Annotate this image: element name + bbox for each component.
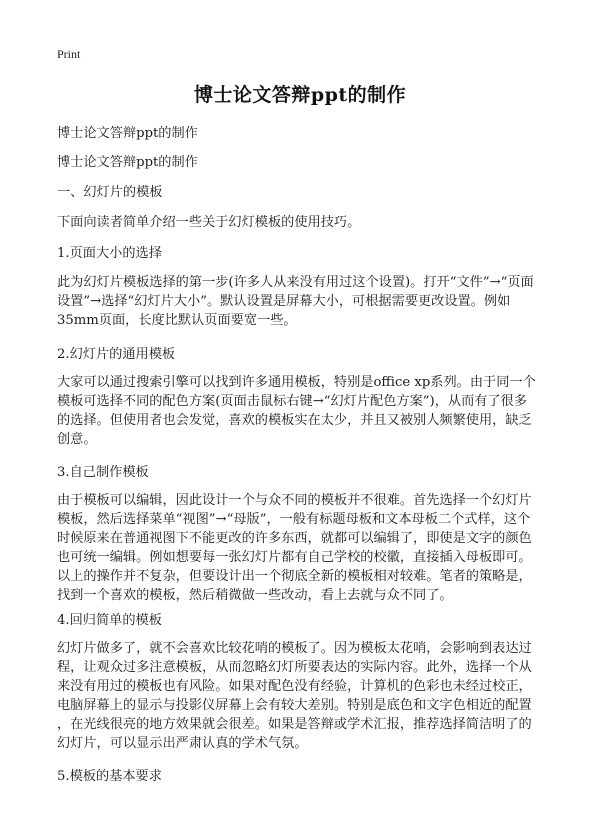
page-title: 博士论文答辩ppt的制作 xyxy=(193,84,407,106)
paragraph-line: 来没有用过的模板也有风险。如果对配色没有经验，计算机的色彩也未经过校正， xyxy=(57,679,532,694)
intro-paragraph: 下面向读者简单介绍一些关于幻灯模板的使用技巧。 xyxy=(57,215,361,230)
paragraph-line: 以上的操作并不复杂，但要设计出一个彻底全新的模板相对较难。笔者的策略是， xyxy=(57,569,532,584)
paragraph-line: 35mm页面，长度比默认页面要宽一些。 xyxy=(57,313,297,328)
paragraph-page-size xyxy=(57,273,545,330)
section-heading-templates: 一、幻灯片的模板 xyxy=(57,185,163,200)
paragraph-general-templates xyxy=(57,373,545,449)
paragraph-line: 找到一个喜欢的模板，然后稍微做一些改动，看上去就与众不同了。 xyxy=(57,588,453,603)
print-link[interactable]: Print xyxy=(57,47,81,61)
paragraph-line: 电脑屏幕上的显示与投影仪屏幕上会有较大差别。特别是底色和文字色相近的配置 xyxy=(57,698,532,713)
subtitle-line-2: 博士论文答辩ppt的制作 xyxy=(57,155,198,170)
paragraph-line: 模板，然后选择菜单“视图”→“母版”，一般有标题母板和文本母板二个式样，这个 xyxy=(57,512,531,527)
paragraph-line: 时候原来在普通视图下不能更改的许多东西，就都可以编辑了，即使是文字的颜色 xyxy=(57,531,532,546)
paragraph-line: ，在光线很亮的地方效果就会很差。如果是答辩或学术汇报，推荐选择简洁明了的 xyxy=(57,717,532,732)
subsection-heading-simple-templates: 4.回归简单的模板 xyxy=(57,613,162,628)
paragraph-line: 由于模板可以编辑，因此设计一个与众不同的模板并不很难。首先选择一个幻灯片 xyxy=(57,493,532,508)
paragraph-line: 设置”→选择“幻灯片大小”。默认设置是屏幕大小，可根据需要更改设置。例如 xyxy=(57,294,511,309)
paragraph-line: 程，让观众过多注意模板，从而忽略幻灯所要表达的实际内容。此外，选择一个从 xyxy=(57,660,532,675)
paragraph-line: 也可统一编辑。例如想要每一张幻灯片都有自己学校的校徽，直接插入母板即可。 xyxy=(57,550,532,565)
paragraph-custom-templates xyxy=(57,491,545,605)
subsection-heading-general-templates: 2.幻灯片的通用模板 xyxy=(57,347,176,362)
subsection-heading-basic-requirements: 5.模板的基本要求 xyxy=(57,769,162,784)
subtitle-line-1: 博士论文答辩ppt的制作 xyxy=(57,126,198,141)
paragraph-line: 幻灯片做多了，就不会喜欢比较花哨的模板了。因为模板太花哨，会影响到表达过 xyxy=(57,641,532,656)
paragraph-line: 创意。 xyxy=(57,432,97,447)
subsection-heading-page-size: 1.页面大小的选择 xyxy=(57,246,162,261)
paragraph-line: 此为幻灯片模板选择的第一步(许多人从来没有用过这个设置)。打开“文件”→“页面 xyxy=(57,275,534,290)
paragraph-line: 的选择。但使用者也会发觉，喜欢的模板实在太少，并且又被别人频繁使用，缺乏 xyxy=(57,413,532,428)
paragraph-line: 幻灯片，可以显示出严肃认真的学术气氛。 xyxy=(57,736,308,751)
paragraph-line: 模板可选择不同的配色方案(页面击鼠标右键→“幻灯片配色方案”)，从而有了很多 xyxy=(57,394,528,409)
paragraph-simple-templates xyxy=(57,639,545,753)
subsection-heading-custom-templates: 3.自己制作模板 xyxy=(57,465,149,480)
paragraph-line: 大家可以通过搜索引擎可以找到许多通用模板，特别是office xp系列。由于同一个 xyxy=(57,375,536,390)
